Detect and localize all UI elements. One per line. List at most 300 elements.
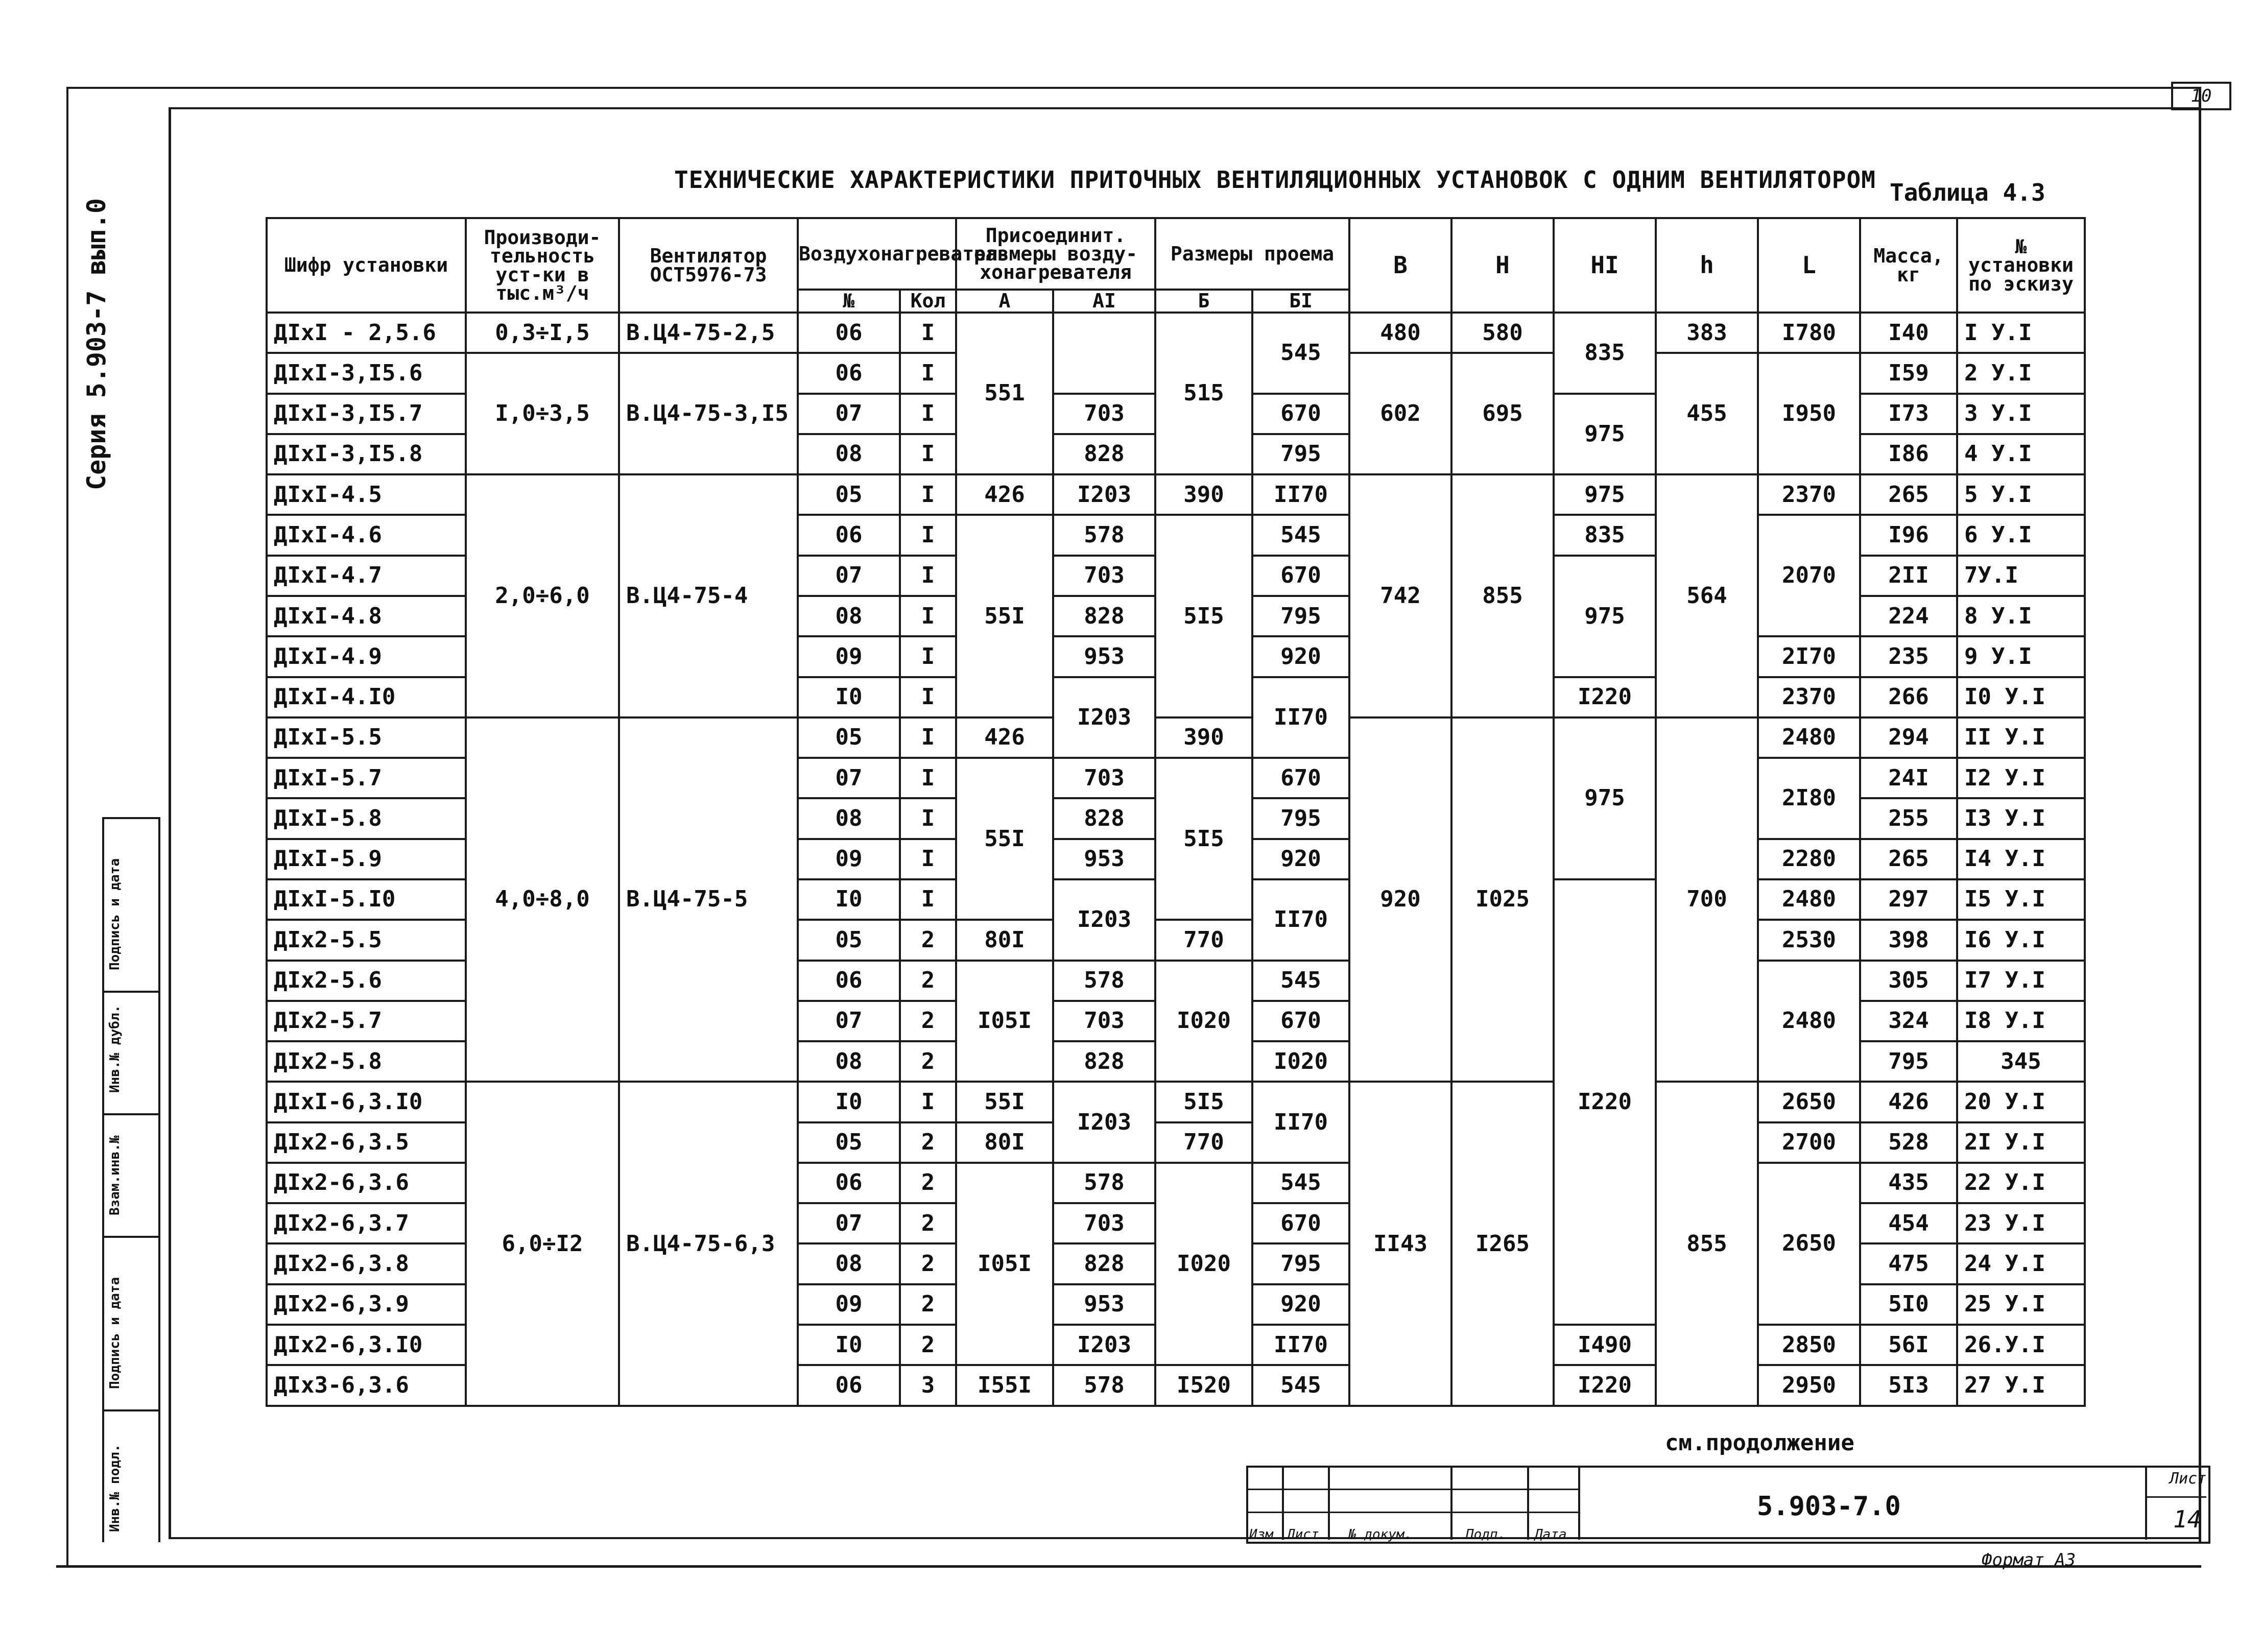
- cell-productivity: 2,0÷6,0: [466, 474, 619, 717]
- cell-a1: 578: [1053, 1365, 1155, 1406]
- header-B1: БI: [1252, 290, 1349, 313]
- side-label-signature-date-2: Подпись и дата: [107, 1277, 123, 1389]
- cell-mass: 265: [1860, 474, 1957, 515]
- cell-height-h: 855: [1451, 474, 1554, 717]
- cell-mass: 297: [1860, 879, 1957, 920]
- cell-heater-no: I0: [798, 677, 900, 717]
- cell-width-b: 920: [1349, 717, 1451, 1082]
- cell-heater-count: I: [900, 839, 956, 879]
- cell-heater-no: 06: [798, 515, 900, 555]
- cell-width-b: 742: [1349, 474, 1451, 717]
- cell-shifr: ДIхI-4.I0: [267, 677, 466, 717]
- cell-length-l: 2370: [1758, 677, 1860, 717]
- cell-length-l: 2700: [1758, 1122, 1860, 1163]
- cell-mass: 294: [1860, 717, 1957, 758]
- cell-a1: 828: [1053, 798, 1155, 839]
- cell-mass: 475: [1860, 1243, 1957, 1284]
- cell-b1: 545: [1252, 313, 1349, 394]
- header-B: В: [1349, 218, 1451, 313]
- cell-b1: 795: [1252, 434, 1349, 474]
- cell-unit-no: 20 У.I: [1957, 1082, 2085, 1122]
- cell-unit-no: 25 У.I: [1957, 1284, 2085, 1325]
- cell-mass: 324: [1860, 1001, 1957, 1041]
- header-heater: Воздухонагреватель: [798, 218, 956, 290]
- cell-length-l: I950: [1758, 353, 1860, 474]
- cell-length-l: 2850: [1758, 1325, 1860, 1365]
- header-L: L: [1758, 218, 1860, 313]
- cell-heater-no: I0: [798, 879, 900, 920]
- cell-fan: В.Ц4-75-2,5: [619, 313, 798, 353]
- cell-fan: В.Ц4-75-4: [619, 474, 798, 717]
- cell-a: I55I: [956, 1365, 1053, 1406]
- cell-a: 55I: [956, 515, 1053, 717]
- cell-unit-no: II У.I: [1957, 717, 2085, 758]
- cell-a1: I203: [1053, 1082, 1155, 1163]
- header-opening: Размеры проема: [1155, 218, 1349, 290]
- side-box-sep-4: [102, 1409, 160, 1411]
- stamp-vline-1: [1328, 1466, 1330, 1540]
- cell-a1: I203: [1053, 474, 1155, 515]
- stamp-hline-2: [2145, 1496, 2206, 1498]
- cell-a1: I203: [1053, 1325, 1155, 1365]
- cell-b: I020: [1155, 1163, 1252, 1365]
- cell-shifr: ДIхI-3,I5.6: [267, 353, 466, 393]
- header-shifr: Шифр установки: [267, 218, 466, 313]
- cell-shifr: ДIхI - 2,5.6: [267, 313, 466, 353]
- cell-heater-count: 2: [900, 1284, 956, 1325]
- cell-b: 770: [1155, 920, 1252, 960]
- cell-heater-no: I0: [798, 1082, 900, 1122]
- cell-heater-no: 08: [798, 596, 900, 636]
- cell-mass: 345: [1957, 1041, 2085, 1082]
- cell-b: 5I5: [1155, 515, 1252, 717]
- cell-height-h1: I220: [1554, 1365, 1656, 1406]
- cell-shifr: ДIх2-6,3.6: [267, 1163, 466, 1203]
- cell-a1: 828: [1053, 596, 1155, 636]
- cell-h: 564: [1656, 474, 1758, 717]
- cell-a1: 703: [1053, 556, 1155, 596]
- side-label-dup-inv: Инв.№ дубл.: [107, 1004, 123, 1093]
- cell-heater-count: I: [900, 353, 956, 393]
- cell-mass: 235: [1860, 636, 1957, 677]
- cell-height-h: 695: [1451, 353, 1554, 474]
- cell-a1: 953: [1053, 839, 1155, 879]
- cell-b: 390: [1155, 717, 1252, 758]
- cell-height-h1: 975: [1554, 556, 1656, 677]
- cell-unit-no: 23 У.I: [1957, 1203, 2085, 1243]
- cell-mass: 5I0: [1860, 1284, 1957, 1325]
- cell-b: 515: [1155, 313, 1252, 474]
- side-box-sep-2: [102, 1113, 160, 1115]
- cell-heater-count: 2: [900, 1041, 956, 1082]
- cell-heater-no: 09: [798, 1284, 900, 1325]
- side-label-signature-date: Подпись и дата: [107, 858, 123, 970]
- cell-heater-count: I: [900, 313, 956, 353]
- side-box-right: [158, 817, 160, 1542]
- cell-unit-no: I0 У.I: [1957, 677, 2085, 717]
- cell-a1: 703: [1053, 1001, 1155, 1041]
- cell-a1: 953: [1053, 1284, 1155, 1325]
- header-A: А: [956, 290, 1053, 313]
- cell-shifr: ДIхI-5.9: [267, 839, 466, 879]
- cell-a1: I203: [1053, 677, 1155, 758]
- cell-mass: I96: [1860, 515, 1957, 555]
- inner-frame-right: [2199, 87, 2201, 1542]
- cell-height-h1: I220: [1554, 879, 1656, 1325]
- cell-heater-no: 09: [798, 636, 900, 677]
- cell-h: 455: [1656, 353, 1758, 474]
- cell-b: I520: [1155, 1365, 1252, 1406]
- side-box-sep-3: [102, 1236, 160, 1238]
- cell-heater-no: 05: [798, 717, 900, 758]
- cell-shifr: ДIх2-5.6: [267, 961, 466, 1001]
- cell-heater-count: I: [900, 474, 956, 515]
- cell-shifr: ДIх2-5.7: [267, 1001, 466, 1041]
- cell-a1: 703: [1053, 394, 1155, 434]
- cell-a1: [1053, 313, 1155, 394]
- cell-fan: В.Ц4-75-5: [619, 717, 798, 1082]
- cell-mass: 528: [1860, 1122, 1957, 1163]
- cell-a1: 578: [1053, 961, 1155, 1001]
- cell-heater-count: 3: [900, 1365, 956, 1406]
- cell-length-l: 2370: [1758, 474, 1860, 515]
- cell-h: 855: [1656, 1082, 1758, 1406]
- cell-height-h1: I220: [1554, 677, 1656, 717]
- cell-b1: 545: [1252, 961, 1349, 1001]
- cell-heater-no: 06: [798, 313, 900, 353]
- cell-b1: 545: [1252, 515, 1349, 555]
- cell-heater-count: I: [900, 677, 956, 717]
- cell-a1: 828: [1053, 434, 1155, 474]
- stamp-col-list: Лист: [1287, 1527, 1319, 1542]
- cell-shifr: ДIх2-6,3.7: [267, 1203, 466, 1243]
- cell-shifr: ДIх2-5.5: [267, 920, 466, 960]
- cell-a: I05I: [956, 1163, 1053, 1365]
- cell-unit-no: I5 У.I: [1957, 879, 2085, 920]
- cell-unit-no: I7 У.I: [1957, 961, 2085, 1001]
- specs-table: [266, 217, 2086, 1407]
- cell-b1: 545: [1252, 1365, 1349, 1406]
- cell-heater-count: I: [900, 636, 956, 677]
- cell-unit-no: 6 У.I: [1957, 515, 2085, 555]
- cell-length-l: 2650: [1758, 1082, 1860, 1122]
- stamp-vline-3: [1527, 1466, 1529, 1540]
- stamp-vline-5: [2145, 1466, 2147, 1540]
- cell-unit-no: 24 У.I: [1957, 1243, 2085, 1284]
- cell-b1: 920: [1252, 839, 1349, 879]
- header-B-opening: Б: [1155, 290, 1252, 313]
- cell-width-b: 602: [1349, 353, 1451, 474]
- cell-mass: 398: [1860, 920, 1957, 960]
- cell-length-l: 2280: [1758, 839, 1860, 879]
- cell-height-h1: 975: [1554, 394, 1656, 475]
- header-heater-count: Кол: [900, 290, 956, 313]
- cell-length-l: 2480: [1758, 717, 1860, 758]
- cell-heater-count: 2: [900, 1122, 956, 1163]
- cell-mass: 56I: [1860, 1325, 1957, 1365]
- cell-a1: 578: [1053, 1163, 1155, 1203]
- cell-unit-no: I3 У.I: [1957, 798, 2085, 839]
- cell-b1: II70: [1252, 474, 1349, 515]
- cell-productivity: 6,0÷I2: [466, 1082, 619, 1406]
- cell-b1: II70: [1252, 1325, 1349, 1365]
- cell-a1: 578: [1053, 515, 1155, 555]
- outer-frame-bottom: [56, 1565, 2201, 1568]
- cell-heater-count: 2: [900, 1325, 956, 1365]
- cell-a1: 828: [1053, 1041, 1155, 1082]
- header-A1: АI: [1053, 290, 1155, 313]
- cell-heater-count: I: [900, 515, 956, 555]
- cell-b1: 795: [1252, 798, 1349, 839]
- cell-fan: В.Ц4-75-6,3: [619, 1082, 798, 1406]
- cell-shifr: ДIхI-3,I5.7: [267, 394, 466, 434]
- cell-b: 770: [1155, 1122, 1252, 1163]
- header-mass: Масса, кг: [1860, 218, 1957, 313]
- cell-heater-no: 05: [798, 1122, 900, 1163]
- cell-height-h: I025: [1451, 717, 1554, 1082]
- cell-heater-count: I: [900, 758, 956, 798]
- cell-b1: 920: [1252, 1284, 1349, 1325]
- cell-shifr: ДIхI-4.9: [267, 636, 466, 677]
- cell-height-h1: 835: [1554, 313, 1656, 394]
- cell-b1: II70: [1252, 677, 1349, 758]
- stamp-col-date: Дата: [1535, 1527, 1567, 1542]
- cell-b1: II70: [1252, 879, 1349, 961]
- page-title: ТЕХНИЧЕСКИЕ ХАРАКТЕРИСТИКИ ПРИТОЧНЫХ ВЕНТИЛЯЦИОННЫХ УСТАНОВОК С ОДНИМ ВЕНТИЛЯТОРОМ: [674, 166, 1876, 194]
- cell-heater-no: 07: [798, 758, 900, 798]
- cell-h: 383: [1656, 313, 1758, 353]
- cell-length-l: 2650: [1758, 1163, 1860, 1325]
- cell-length-l: 2I80: [1758, 758, 1860, 839]
- cell-unit-no: 27 У.I: [1957, 1365, 2085, 1406]
- cell-mass: 24I: [1860, 758, 1957, 798]
- cell-heater-no: 06: [798, 1365, 900, 1406]
- cell-heater-count: 2: [900, 1243, 956, 1284]
- cell-heater-count: I: [900, 717, 956, 758]
- cell-shifr: ДIхI-4.7: [267, 556, 466, 596]
- cell-unit-no: 2I У.I: [1957, 1122, 2085, 1163]
- header-h: h: [1656, 218, 1758, 313]
- cell-shifr: ДIх2-6,3.9: [267, 1284, 466, 1325]
- sheet-number: 14: [2173, 1505, 2202, 1533]
- cell-a: 80I: [956, 1122, 1053, 1163]
- cell-unit-no: I8 У.I: [1957, 1001, 2085, 1041]
- cell-heater-count: 2: [900, 920, 956, 960]
- cell-heater-no: 07: [798, 556, 900, 596]
- cell-mass: 2II: [1860, 556, 1957, 596]
- cell-heater-no: 08: [798, 1041, 900, 1082]
- cell-heater-no: 05: [798, 920, 900, 960]
- header-connection: Присоединит. размеры возду- хонагревателя: [956, 218, 1155, 290]
- cell-mass: I86: [1860, 434, 1957, 474]
- cell-a: I05I: [956, 961, 1053, 1082]
- cell-b: I020: [1155, 961, 1252, 1082]
- cell-heater-no: 06: [798, 961, 900, 1001]
- cell-shifr: ДIхI-3,I5.8: [267, 434, 466, 474]
- cell-heater-count: I: [900, 1082, 956, 1122]
- cell-shifr: ДIх3-6,3.6: [267, 1365, 466, 1406]
- cell-b1: 670: [1252, 758, 1349, 798]
- series-label: Серия 5.903-7 вып.0: [82, 198, 111, 490]
- cell-heater-no: 08: [798, 1243, 900, 1284]
- cell-a: 426: [956, 474, 1053, 515]
- header-heater-no: №: [798, 290, 900, 313]
- cell-shifr: ДIхI-4.6: [267, 515, 466, 555]
- header-productivity: Производи- тельность уст-ки в тыс.м³/ч: [466, 218, 619, 313]
- cell-unit-no: 3 У.I: [1957, 394, 2085, 434]
- cell-a: 551: [956, 313, 1053, 474]
- cell-length-l: 2950: [1758, 1365, 1860, 1406]
- inner-frame-left: [169, 107, 171, 1537]
- cell-heater-count: 2: [900, 961, 956, 1001]
- stamp-vline-4: [1578, 1466, 1580, 1540]
- cell-b1: 795: [1252, 596, 1349, 636]
- cell-heater-count: 2: [900, 1001, 956, 1041]
- stamp-vline-0: [1282, 1466, 1284, 1540]
- cell-unit-no: I2 У.I: [1957, 758, 2085, 798]
- cell-a1: 703: [1053, 758, 1155, 798]
- cell-a: 80I: [956, 920, 1053, 960]
- cell-fan: В.Ц4-75-3,I5: [619, 353, 798, 474]
- table-row: [267, 313, 2085, 353]
- table-row: [267, 474, 2085, 515]
- stamp-hline-0: [1246, 1489, 1578, 1490]
- cell-shifr: ДIхI-4.5: [267, 474, 466, 515]
- cell-shifr: ДIхI-5.8: [267, 798, 466, 839]
- cell-shifr: ДIхI-6,3.I0: [267, 1082, 466, 1122]
- cell-height-h1: 835: [1554, 515, 1656, 555]
- inner-frame-top: [169, 107, 2201, 109]
- cell-productivity: 0,3÷I,5: [466, 313, 619, 353]
- cell-shifr: ДIх2-6,3.5: [267, 1122, 466, 1163]
- cell-mass: 266: [1860, 677, 1957, 717]
- stamp-col-doc: № докум.: [1348, 1527, 1413, 1542]
- table-label: Таблица 4.3: [1890, 179, 2045, 206]
- cell-b1: 670: [1252, 1203, 1349, 1243]
- cell-a1: I203: [1053, 879, 1155, 961]
- cell-a: 426: [956, 717, 1053, 758]
- cell-unit-no: 2 У.I: [1957, 353, 2085, 393]
- cell-b1: 545: [1252, 1163, 1349, 1203]
- cell-unit-no: 22 У.I: [1957, 1163, 2085, 1203]
- cell-heater-count: I: [900, 556, 956, 596]
- sheet-corner-number: 10: [2171, 82, 2231, 110]
- cell-b: 5I5: [1155, 758, 1252, 920]
- cell-heater-count: I: [900, 394, 956, 434]
- cell-length-l: 2530: [1758, 920, 1860, 960]
- table-row: [267, 1082, 2085, 1122]
- cell-a1: 828: [1053, 1243, 1155, 1284]
- outer-frame-top: [66, 87, 2201, 89]
- cell-unit-no: I У.I: [1957, 313, 2085, 353]
- cell-heater-no: 08: [798, 798, 900, 839]
- cell-mass: 305: [1860, 961, 1957, 1001]
- header-unit-no: № установки по эскизу: [1957, 218, 2085, 313]
- cell-heater-no: 07: [798, 394, 900, 434]
- outer-frame-left: [66, 87, 68, 1568]
- cell-height-h1: 975: [1554, 717, 1656, 879]
- cell-heater-no: 06: [798, 1163, 900, 1203]
- cell-heater-no: 08: [798, 434, 900, 474]
- cell-mass: 435: [1860, 1163, 1957, 1203]
- cell-heater-no: 07: [798, 1203, 900, 1243]
- cell-shifr: ДIхI-5.5: [267, 717, 466, 758]
- cell-mass: 255: [1860, 798, 1957, 839]
- cell-shifr: ДIх2-5.8: [267, 1041, 466, 1082]
- cell-a: 55I: [956, 758, 1053, 920]
- cell-unit-no: 8 У.I: [1957, 596, 2085, 636]
- stamp-col-izm: Изм: [1249, 1527, 1273, 1542]
- cell-heater-count: 2: [900, 1203, 956, 1243]
- cell-unit-no: 5 У.I: [1957, 474, 2085, 515]
- cell-b1: 670: [1252, 556, 1349, 596]
- cell-heater-count: I: [900, 434, 956, 474]
- side-box-left: [102, 817, 104, 1542]
- cell-shifr: ДIхI-5.I0: [267, 879, 466, 920]
- cell-a1: 703: [1053, 1203, 1155, 1243]
- cell-height-h1: I490: [1554, 1325, 1656, 1365]
- stamp-vline-2: [1450, 1466, 1453, 1540]
- header-fan: Вентилятор ОСТ5976-73: [619, 218, 798, 313]
- cell-mass: 265: [1860, 839, 1957, 879]
- cell-heater-count: 2: [900, 1163, 956, 1203]
- cell-height-h1: 975: [1554, 474, 1656, 515]
- cell-length-l: 2480: [1758, 961, 1860, 1082]
- format-label: Формат А3: [1982, 1550, 2076, 1570]
- table-row: [267, 717, 2085, 758]
- cell-unit-no: I6 У.I: [1957, 920, 2085, 960]
- cell-h: 700: [1656, 717, 1758, 1082]
- cell-mass: 426: [1860, 1082, 1957, 1122]
- cell-a1: 953: [1053, 636, 1155, 677]
- cell-mass: I73: [1860, 394, 1957, 434]
- cell-mass: 224: [1860, 596, 1957, 636]
- side-label-replace-inv: Взам.инв.№: [107, 1135, 123, 1215]
- document-code: 5.903-7.0: [1757, 1491, 1901, 1522]
- cell-a: 55I: [956, 1082, 1053, 1122]
- cell-b: 390: [1155, 474, 1252, 515]
- cell-mass: 5I3: [1860, 1365, 1957, 1406]
- cell-heater-no: 09: [798, 839, 900, 879]
- cell-heater-count: I: [900, 596, 956, 636]
- cell-b1: 795: [1860, 1041, 1957, 1082]
- cell-b: I020: [1252, 1041, 1349, 1082]
- cell-b1: 670: [1252, 1001, 1349, 1041]
- cell-shifr: ДIхI-5.7: [267, 758, 466, 798]
- cell-mass: I59: [1860, 353, 1957, 393]
- side-box-sep-1: [102, 991, 160, 993]
- cell-length-l: I780: [1758, 313, 1860, 353]
- cell-unit-no: I4 У.I: [1957, 839, 2085, 879]
- cell-unit-no: 9 У.I: [1957, 636, 2085, 677]
- cell-length-l: 2480: [1758, 879, 1860, 920]
- cell-mass: I40: [1860, 313, 1957, 353]
- cell-heater-no: I0: [798, 1325, 900, 1365]
- cell-b1: 795: [1252, 1243, 1349, 1284]
- cell-width-b: 480: [1349, 313, 1451, 353]
- header-H1: НI: [1554, 218, 1656, 313]
- cell-b: 5I5: [1155, 1082, 1252, 1122]
- cell-mass: 454: [1860, 1203, 1957, 1243]
- cell-unit-no: 26.У.I: [1957, 1325, 2085, 1365]
- cell-height-h: I265: [1451, 1082, 1554, 1406]
- header-H: Н: [1451, 218, 1554, 313]
- cell-unit-no: 4 У.I: [1957, 434, 2085, 474]
- cell-shifr: ДIх2-6,3.I0: [267, 1325, 466, 1365]
- stamp-col-sign: Подп.: [1466, 1527, 1506, 1542]
- cell-unit-no: 7У.I: [1957, 556, 2085, 596]
- table-body: [267, 313, 2085, 1406]
